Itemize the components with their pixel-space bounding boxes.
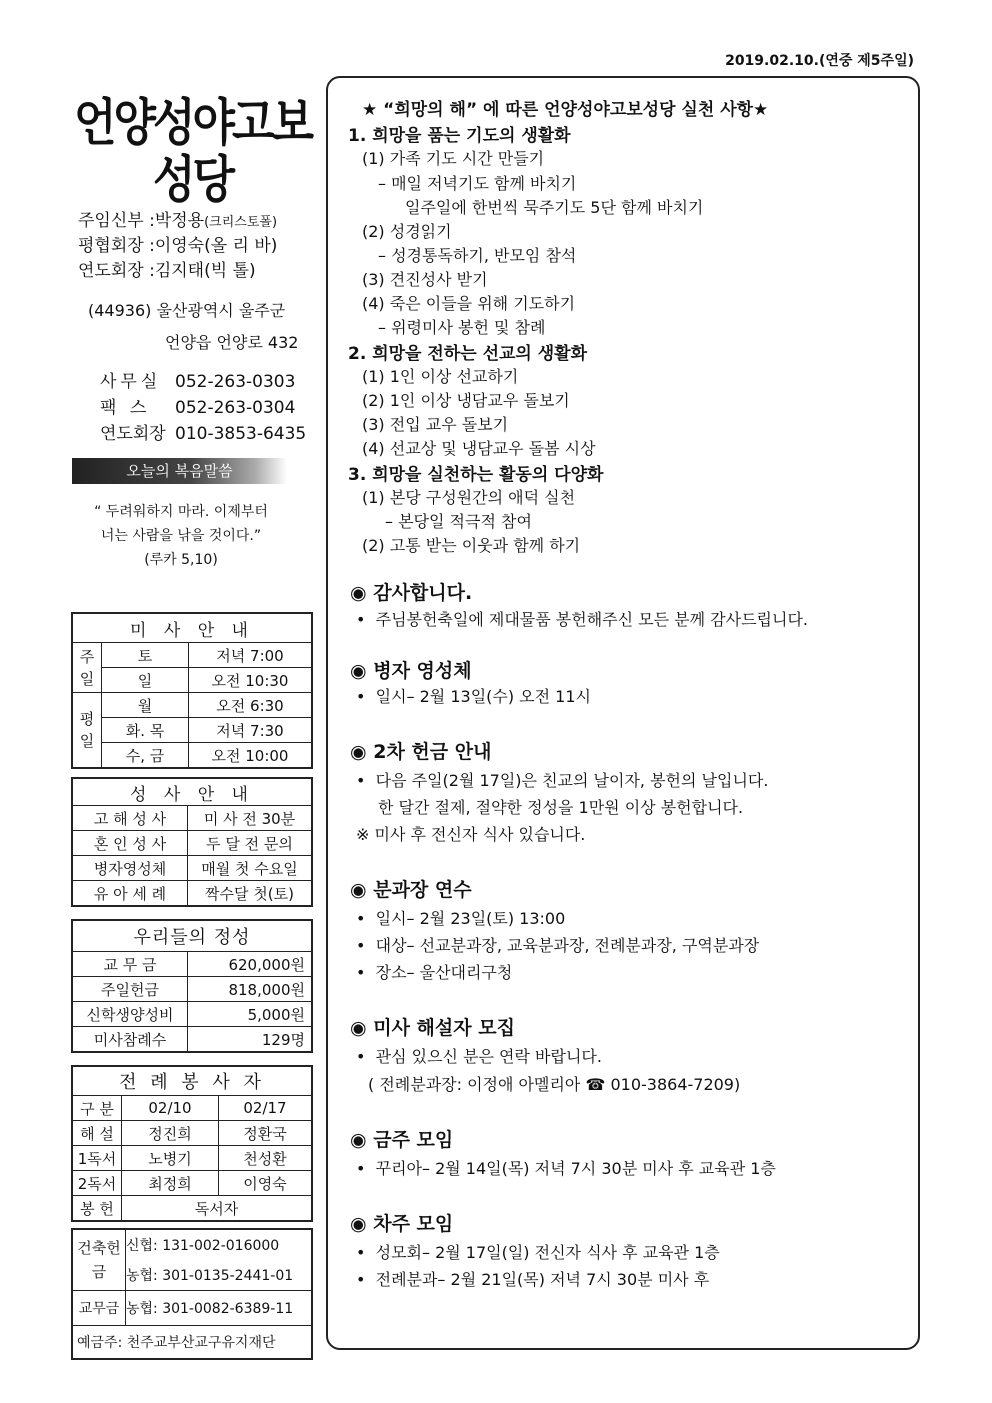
liturgy-person: 정환국: [219, 1121, 313, 1146]
building-fund-label: 건축헌금: [72, 1229, 126, 1291]
next-week-line: • 성모회– 2월 17일(일) 전신자 식사 후 교육관 1층: [356, 1243, 720, 1262]
plan-subitem: 일주일에 한번씩 묵주기도 5단 함께 바치기: [405, 198, 704, 217]
account-holder: 예금주: 천주교부산교구유지재단: [72, 1326, 312, 1360]
liturgy-person: 독서자: [122, 1196, 313, 1222]
sunday-label: 주일: [72, 643, 102, 693]
mass-time: 오전 6:30: [189, 693, 313, 718]
mass-day: 화. 목: [102, 718, 189, 743]
accounts-table: [71, 1228, 313, 1360]
bullseye-icon: ◉: [350, 582, 367, 604]
mass-time: 저녁 7:00: [189, 643, 313, 668]
gospel-heading: 오늘의 복음말씀: [72, 458, 287, 484]
sacraments-title: 성 사 안 내: [72, 778, 312, 806]
mass-time: 저녁 7:30: [189, 718, 313, 743]
plan-item: (1) 1인 이상 선교하기: [362, 367, 519, 386]
bullseye-icon: ◉: [350, 1017, 367, 1039]
bulletin-date: 2019.02.10.(연중 제5주일): [725, 53, 914, 69]
offering-name: 미사참례수: [72, 1027, 188, 1053]
training-heading: ◉ 분과장 연수: [350, 879, 472, 901]
mass-day: 토: [102, 643, 189, 668]
offerings-title: 우리들의 정성: [72, 920, 312, 952]
offering-name: 신학생양성비: [72, 1002, 188, 1027]
liturgy-title: 전 례 봉 사 자: [72, 1066, 312, 1096]
plan-item: (1) 가족 기도 시간 만들기: [362, 149, 545, 168]
sacrament-value: 미 사 전 30분: [188, 806, 313, 831]
second-collection-line: • 다음 주일(2월 17일)은 친교의 날이자, 봉헌의 날입니다.: [356, 771, 769, 790]
training-line: • 일시– 2월 23일(토) 13:00: [356, 909, 566, 928]
bullseye-icon: ◉: [350, 741, 367, 763]
address-line2: 언양읍 언양로 432: [165, 333, 299, 352]
sacrament-name: 병자영성체: [72, 856, 188, 881]
liturgy-role: 봉 헌: [72, 1196, 122, 1222]
phone-region: 연도회장 010-3853-6435: [100, 424, 307, 444]
next-week-heading: ◉ 차주 모임: [350, 1213, 454, 1235]
training-line: • 장소– 울산대리구청: [356, 963, 513, 982]
sacrament-name: 유 아 세 례: [72, 881, 188, 907]
plan-item: (3) 전입 교우 돌보기: [362, 415, 509, 434]
this-week-line: • 꾸리아– 2월 14일(목) 저녁 7시 30분 미사 후 교육관 1층: [356, 1159, 776, 1178]
liturgy-role: 2독서: [72, 1171, 122, 1196]
plan-heading: ★ “희망의 해” 에 따른 언양성야고보성당 실천 사항★: [362, 100, 769, 120]
this-week-heading: ◉ 금주 모임: [350, 1129, 454, 1151]
address-line1: (44936) 울산광역시 울주군: [88, 301, 286, 320]
plan-item: (2) 성경읽기: [362, 222, 452, 241]
liturgy-person: 이영숙: [219, 1171, 313, 1196]
liturgy-person: 정진희: [122, 1121, 219, 1146]
liturgy-role: 1독서: [72, 1146, 122, 1171]
offering-value: 620,000원: [188, 952, 313, 977]
liturgy-table: [71, 1065, 313, 1222]
mass-day: 수, 금: [102, 743, 189, 769]
plan-subitem: – 매일 저녁기도 함께 바치기: [378, 174, 577, 193]
next-week-line: • 전례분과– 2월 21일(목) 저녁 7시 30분 미사 후: [356, 1270, 710, 1289]
mass-day: 월: [102, 693, 189, 718]
plan-item: (1) 본당 구성원간의 애덕 실천: [362, 488, 576, 507]
liturgy-person: 최정희: [122, 1171, 219, 1196]
offerings-table: [71, 919, 313, 1053]
mass-time: 오전 10:00: [189, 743, 313, 769]
mass-day: 일: [102, 668, 189, 693]
second-collection-line: 한 달간 절제, 절약한 정성을 1만원 이상 봉헌합니다.: [378, 798, 744, 817]
gospel-quote: “ 두려워하지 마라. 이제부터 너는 사람을 낚을 것이다.” (루카 5,10): [94, 504, 268, 568]
thanks-line: • 주님봉헌축일에 제대물품 봉헌해주신 모든 분께 감사드립니다.: [356, 610, 808, 629]
offering-value: 5,000원: [188, 1002, 313, 1027]
liturgy-head: 02/10: [122, 1096, 219, 1121]
plan-subitem: – 위령미사 봉헌 및 참례: [378, 318, 546, 337]
sick-communion-heading: ◉ 병자 영성체: [350, 660, 472, 682]
liturgy-role: 해 설: [72, 1121, 122, 1146]
phone-office: 사무실 052-263-0303: [100, 372, 296, 392]
weekday-label: 평일: [72, 693, 102, 769]
offering-name: 교 무 금: [72, 952, 188, 977]
second-collection-note: ※ 미사 후 전신자 식사 있습니다.: [356, 825, 586, 844]
plan-section-2: 2. 희망을 전하는 선교의 생활화: [348, 344, 588, 364]
sick-communion-line: • 일시– 2월 13일(수) 오전 11시: [356, 687, 591, 706]
council-line: 평협회장 :이영숙(올 리 바): [78, 236, 278, 256]
bullseye-icon: ◉: [350, 1213, 367, 1235]
plan-item: (3) 견진성사 받기: [362, 270, 488, 289]
offering-name: 주일헌금: [72, 977, 188, 1002]
plan-item: (2) 1인 이상 냉담교우 돌보기: [362, 391, 570, 410]
training-line: • 대상– 선교분과장, 교육분과장, 전례분과장, 구역분과장: [356, 936, 760, 955]
commentator-heading: ◉ 미사 해설자 모집: [350, 1017, 515, 1039]
liturgy-person: 노병기: [122, 1146, 219, 1171]
tithe-label: 교무금: [72, 1291, 126, 1326]
mass-table-title: 미 사 안 내: [72, 613, 312, 643]
bullseye-icon: ◉: [350, 1129, 367, 1151]
offering-value: 129명: [188, 1027, 313, 1053]
plan-subitem: – 성경통독하기, 반모임 참석: [378, 246, 577, 265]
commentator-line: • 관심 있으신 분은 연락 바랍니다.: [356, 1047, 602, 1066]
plan-item: (4) 죽은 이들을 위해 기도하기: [362, 294, 576, 313]
parish-title-line2: 성당: [152, 150, 232, 210]
bullseye-icon: ◉: [350, 879, 367, 901]
parish-title: 언양성야고보: [73, 93, 312, 153]
thanks-heading: ◉ 감사합니다.: [350, 582, 473, 604]
phone-fax: 팩 스 052-263-0304: [100, 398, 296, 418]
liturgy-head: 구 분: [72, 1096, 122, 1121]
plan-section-1: 1. 희망을 품는 기도의 생활화: [348, 126, 571, 146]
building-account-2: 농협: 301-0135-2441-01: [126, 1260, 313, 1291]
region-line: 연도회장 :김지태(빅 톨): [78, 261, 256, 281]
sacrament-name: 고 해 성 사: [72, 806, 188, 831]
second-collection-heading: ◉ 2차 헌금 안내: [350, 741, 492, 763]
plan-section-3: 3. 희망을 실천하는 활동의 다양화: [348, 465, 604, 485]
plan-item: (4) 선교상 및 냉담교우 돌봄 시상: [362, 439, 596, 458]
sacrament-value: 짝수달 첫(토): [188, 881, 313, 907]
sacrament-value: 매월 첫 수요일: [188, 856, 313, 881]
sacrament-value: 두 달 전 문의: [188, 831, 313, 856]
pastor-line: 주임신부 :박정용(크리스토폴): [78, 211, 278, 231]
sacrament-name: 혼 인 성 사: [72, 831, 188, 856]
plan-subitem: – 본당일 적극적 참여: [385, 512, 532, 531]
plan-item: (2) 고통 받는 이웃과 함께 하기: [362, 536, 581, 555]
building-account-1: 신협: 131-002-016000: [126, 1229, 313, 1260]
liturgy-person: 천성환: [219, 1146, 313, 1171]
sacraments-table: [71, 777, 313, 907]
liturgy-head: 02/17: [219, 1096, 313, 1121]
tithe-account: 농협: 301-0082-6389-11: [126, 1291, 313, 1326]
offering-value: 818,000원: [188, 977, 313, 1002]
bullseye-icon: ◉: [350, 660, 367, 682]
mass-time: 오전 10:30: [189, 668, 313, 693]
commentator-contact: ( 전례분과장: 이정애 아멜리아 ☎ 010-3864-7209): [368, 1075, 741, 1094]
mass-table: [71, 612, 313, 769]
